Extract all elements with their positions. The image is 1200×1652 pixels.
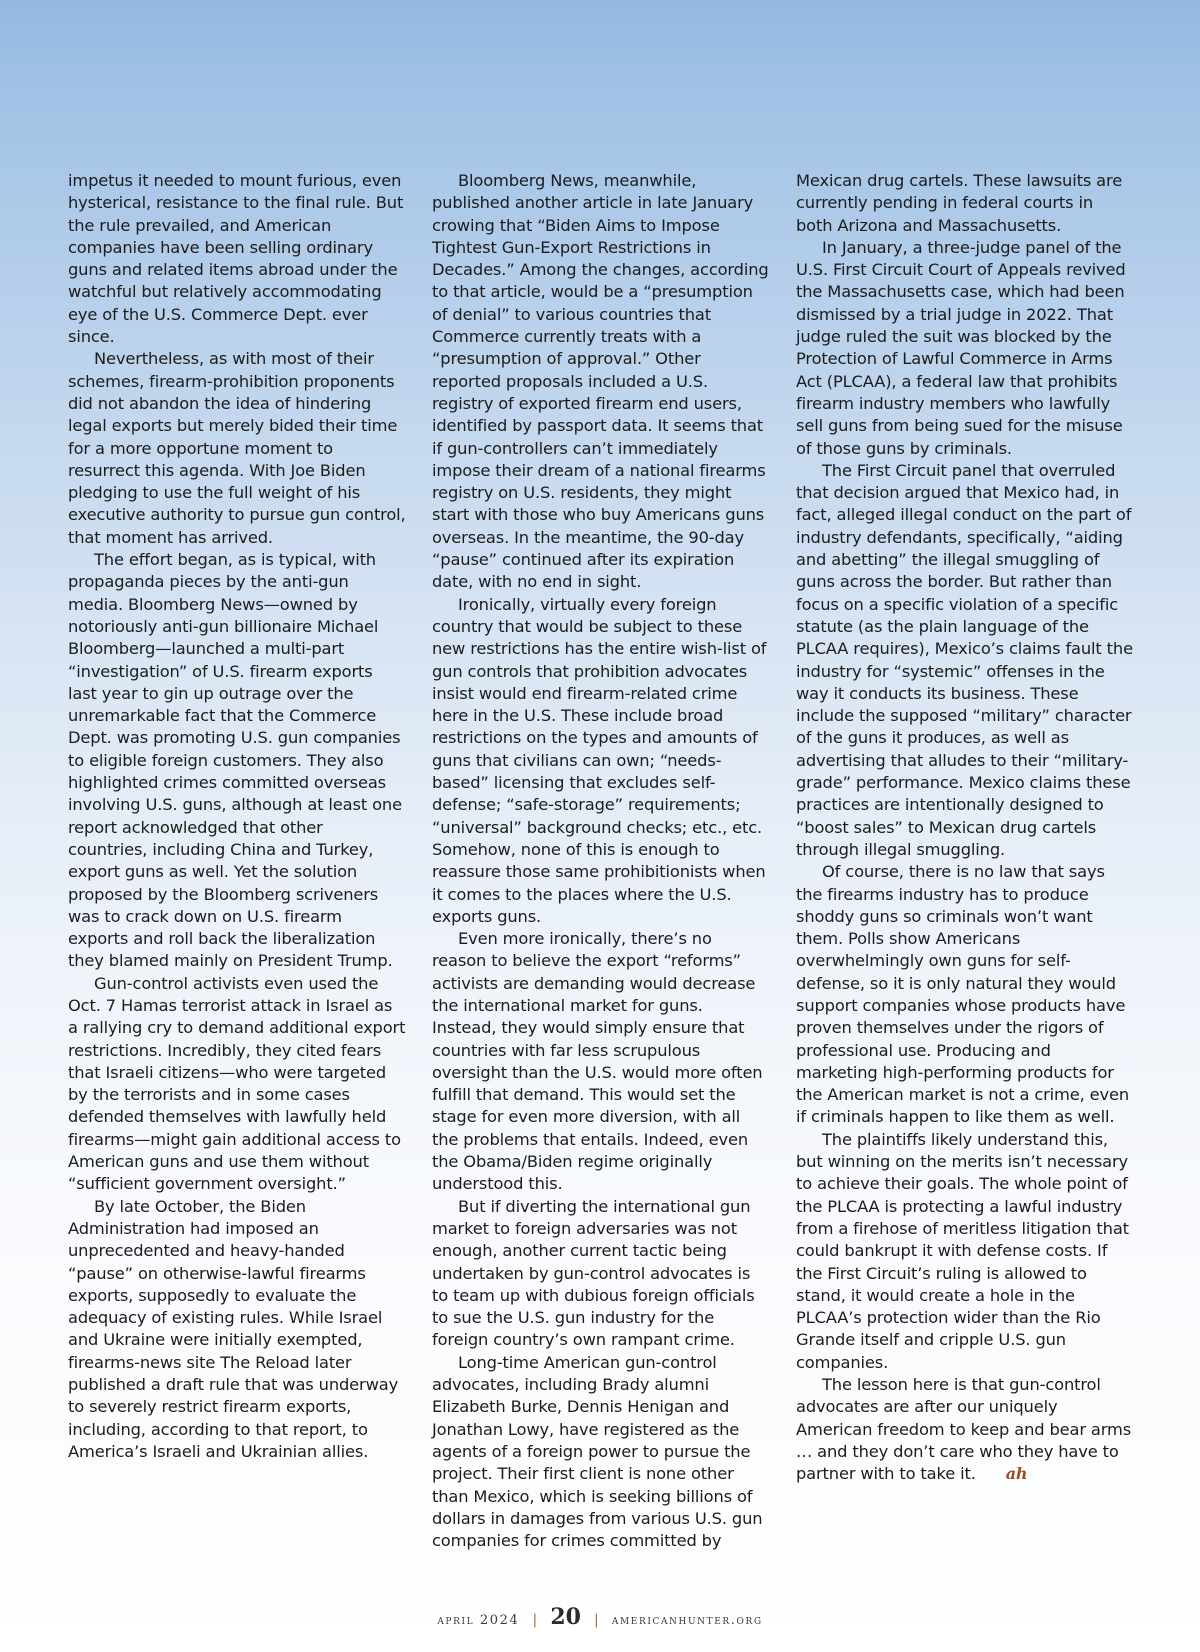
paragraph: Nevertheless, as with most of their schemes, firearm-prohibition proponents did not abandon the idea of hindering legal exports but merely bided their time for a more opportune moment to resurrect this agenda. With Joe Biden pledging to use the full weight of his executive authority to pursue gun control, that moment has arrived. [68, 349, 406, 547]
paragraph-final-text: The lesson here is that gun-control advocates are after our uniquely American freedom to keep and bear arms … and they don’t care who they have to partner with to take it. [796, 1375, 1132, 1484]
paragraph: Long-time American gun-control advocates, including Brady alumni Elizabeth Burke, Dennis Henigan and Jonathan Lowy, have registered as the agents of a foreign power to pursue the project. Their first client is none other than Mexico, which is seeking billions of dollars in damages from various U.S. gun companies for crimes committed by [432, 1352, 763, 1551]
footer-website: americanhunter.org [611, 1613, 763, 1628]
footer-separator: | [532, 1612, 538, 1628]
paragraph: Even more ironically, there’s no reason to believe the export “reforms” activists are demanding would decrease the international market for guns. Instead, they would simply ensure that countries with far less scrupulous oversight than the U.S. would more often fulfill that demand. This would set the stage for even more diversion, with all the problems that entails. Indeed, even the Obama/Biden regime originally understood this. [432, 929, 763, 1194]
paragraph: Of course, there is no law that says the firearms industry has to produce shoddy guns so criminals won’t want them. Polls show Americans overwhelmingly own guns for self-defense, so it is only natural they would support companies whose products have proven themselves under the rigors of professional use. Producing and marketing high-performing products for the American market is not a crime, even if criminals happen to like them as well. [796, 862, 1130, 1127]
page-number: 20 [550, 1604, 581, 1630]
paragraph: Mexican drug cartels. These lawsuits are currently pending in federal courts in both Arizona and Massachusetts. [796, 171, 1123, 235]
paragraph: The plaintiffs likely understand this, but winning on the merits isn’t necessary to achieve their goals. The whole point of the PLCAA is protecting a lawful industry from a firehose of meritless litigation that could bankrupt it with defense costs. If the First Circuit’s ruling is allowed to stand, it would create a hole in the PLCAA’s protection wider than the Rio Grande itself and cripple U.S. gun companies. [796, 1129, 1129, 1372]
footer-separator: | [594, 1612, 599, 1628]
footer-issue-date: april 2024 [437, 1613, 520, 1628]
article-column-2 [432, 170, 770, 1552]
article-column-1 [68, 170, 406, 1463]
paragraph: impetus it needed to mount furious, even hysterical, resistance to the final rule. But the rule prevailed, and American companies have been selling ordinary guns and related items abroad under the watchful but relatively accommodating eye of the U.S. Commerce Dept. ever since. [68, 171, 404, 347]
article-column-3 [796, 170, 1134, 1486]
page-footer [0, 1604, 1200, 1630]
paragraph: In January, a three-judge panel of the U.S. First Circuit Court of Appeals revived the Massachusetts case, which had been dismissed by a trial judge in 2022. That judge ruled the suit was blocked by the Protection of Lawful Commerce in Arms Act (PLCAA), a federal law that prohibits firearm industry members who lawfully sell guns from being sued for the misuse of those guns by criminals. [796, 237, 1126, 458]
paragraph: The effort began, as is typical, with propaganda pieces by the anti-gun media. Bloomberg News—owned by notoriously anti-gun billionaire Michael Bloomberg—launched a multi-part “investigation” of U.S. firearm exports last year to gin up outrage over the unremarkable fact that the Commerce Dept. was promoting U.S. gun companies to eligible foreign customers. They also highlighted crimes committed overseas involving U.S. guns, although at least one report acknowledged that other countries, including China and Turkey, export guns as well. Yet the solution proposed by the Bloomberg scriveners was to crack down on U.S. firearm exports and roll back the liberalization they blamed mainly on President Trump. [68, 550, 402, 971]
paragraph: By late October, the Biden Administration had imposed an unprecedented and heavy-handed “pause” on otherwise-lawful firearms exports, supposedly to evaluate the adequacy of existing rules. While Israel and Ukraine were initially exempted, firearms-news site The Reload later published a draft rule that was underway to severely restrict firearm exports, including, according to that report, to America’s Israeli and Ukrainian allies. [68, 1196, 399, 1461]
paragraph: Ironically, virtually every foreign country that would be subject to these new restrictions has the entire wish-list of gun controls that prohibition advocates insist would end firearm-related crime here in the U.S. These include broad restrictions on the types and amounts of guns that civilians can own; “needs-based” licensing that excludes self-defense; “safe-storage” requirements; “universal” background checks; etc., etc. Somehow, none of this is enough to reassure those same prohibitionists when it comes to the places where the U.S. exports guns. [432, 594, 767, 926]
paragraph-final [796, 1374, 1134, 1485]
paragraph: The First Circuit panel that overruled that decision argued that Mexico had, in fact, alleged illegal conduct on the part of industry defendants, specifically, “aiding and abetting” the illegal smuggling of guns across the border. But rather than focus on a specific violation of a specific statute (as the plain language of the PLCAA requires), Mexico’s claims fault the industry for “systemic” offenses in the way it conducts its business. These include the supposed “military” character of the guns it produces, as well as advertising that alludes to their “military-grade” performance. Mexico claims these practices are intentionally designed to “boost sales” to Mexican drug cartels through illegal smuggling. [796, 460, 1133, 859]
paragraph: Gun-control activists even used the Oct. 7 Hamas terrorist attack in Israel as a rallying cry to demand additional export restrictions. Incredibly, they cited fears that Israeli citizens—who were targeted by the terrorists and in some cases defended themselves with lawfully held firearms—might gain additional access to American guns and use them without “sufficient government oversight.” [68, 973, 406, 1194]
paragraph: Bloomberg News, meanwhile, published another article in late January crowing that “Biden Aims to Impose Tightest Gun-Export Restrictions in Decades.” Among the changes, according to that article, would be a “presumption of denial” to various countries that Commerce currently treats with a “presumption of approval.” Other reported proposals included a U.S. registry of exported firearm end users, identified by passport data. It seems that if gun-controllers can’t immediately impose their dream of a national firearms registry on U.S. residents, they might start with those who buy Americans guns overseas. In the meantime, the 90-day “pause” continued after its expiration date, with no end in sight. [432, 171, 769, 592]
paragraph: But if diverting the international gun market to foreign adversaries was not enough, another current tactic being undertaken by gun-control advocates is to team up with dubious foreign officials to sue the U.S. gun industry for the foreign country’s own rampant crime. [432, 1196, 755, 1350]
end-mark-logo-icon: ah [1005, 1464, 1028, 1484]
